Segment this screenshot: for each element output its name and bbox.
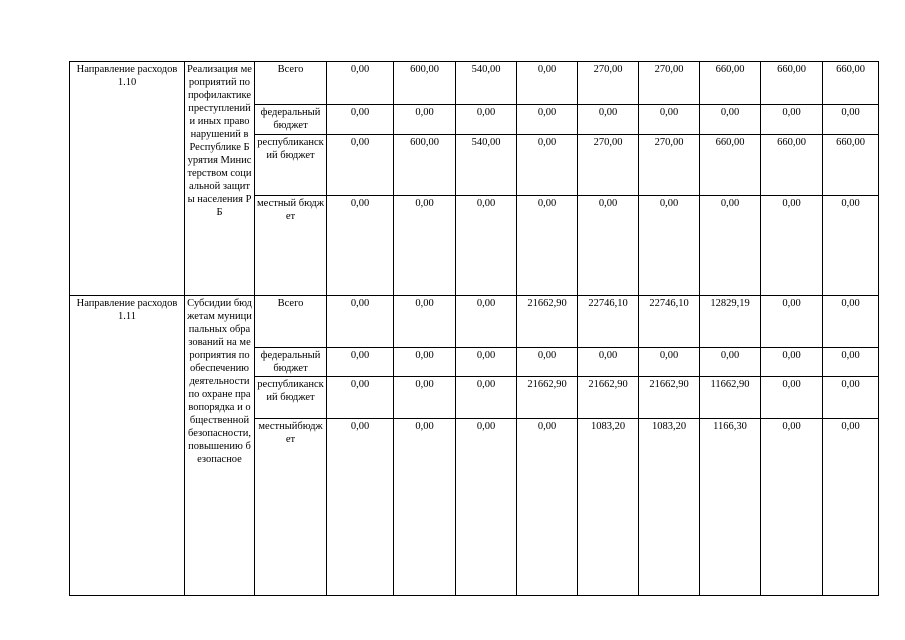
value-cell: 270,00 xyxy=(578,62,639,105)
description-cell: Субсидии бюджетам муниципальных образований на мероприятия по обеспечению деятельности по охране правопорядка и общественной безопасности, повышению безопасное xyxy=(185,296,255,596)
value-cell: 0,00 xyxy=(327,196,394,296)
value-cell: 0,00 xyxy=(578,105,639,135)
value-cell: 0,00 xyxy=(639,196,700,296)
value-cell: 600,00 xyxy=(394,135,456,196)
value-cell: 600,00 xyxy=(394,62,456,105)
value-cell: 660,00 xyxy=(700,62,761,105)
value-cell: 0,00 xyxy=(823,105,879,135)
value-cell: 0,00 xyxy=(823,196,879,296)
value-cell: 0,00 xyxy=(394,196,456,296)
value-cell: 0,00 xyxy=(327,296,394,348)
value-cell: 0,00 xyxy=(456,296,517,348)
value-cell: 0,00 xyxy=(394,348,456,377)
value-cell: 0,00 xyxy=(327,377,394,419)
value-cell: 0,00 xyxy=(761,419,823,596)
value-cell: 0,00 xyxy=(394,419,456,596)
value-cell: 540,00 xyxy=(456,135,517,196)
value-cell: 0,00 xyxy=(761,196,823,296)
value-cell: 270,00 xyxy=(639,135,700,196)
value-cell: 0,00 xyxy=(517,62,578,105)
value-cell: 21662,90 xyxy=(517,377,578,419)
value-cell: 0,00 xyxy=(578,348,639,377)
value-cell: 0,00 xyxy=(456,419,517,596)
value-cell: 0,00 xyxy=(394,377,456,419)
value-cell: 0,00 xyxy=(394,296,456,348)
value-cell: 1083,20 xyxy=(639,419,700,596)
category-cell: Всего xyxy=(255,296,327,348)
value-cell: 1083,20 xyxy=(578,419,639,596)
category-cell: республиканский бюджет xyxy=(255,135,327,196)
table-row xyxy=(70,62,879,105)
value-cell: 0,00 xyxy=(517,348,578,377)
value-cell: 0,00 xyxy=(700,348,761,377)
description-cell: Реализация мероприятий по профилактике преступлений и иных правонарушений в Республике Бурятия Министерством социальной защиты населения РБ xyxy=(185,62,255,296)
value-cell: 0,00 xyxy=(761,296,823,348)
value-cell: 0,00 xyxy=(823,348,879,377)
category-cell: местный бюджет xyxy=(255,196,327,296)
value-cell: 0,00 xyxy=(327,62,394,105)
value-cell: 0,00 xyxy=(327,348,394,377)
category-cell: федеральный бюджет xyxy=(255,348,327,377)
value-cell: 0,00 xyxy=(578,196,639,296)
value-cell: 0,00 xyxy=(456,348,517,377)
value-cell: 660,00 xyxy=(761,62,823,105)
value-cell: 0,00 xyxy=(761,348,823,377)
value-cell: 11662,90 xyxy=(700,377,761,419)
value-cell: 22746,10 xyxy=(578,296,639,348)
value-cell: 0,00 xyxy=(823,377,879,419)
value-cell: 0,00 xyxy=(823,296,879,348)
value-cell: 1166,30 xyxy=(700,419,761,596)
direction-cell: Направление расходов 1.10 xyxy=(70,62,185,296)
value-cell: 0,00 xyxy=(823,419,879,596)
value-cell: 21662,90 xyxy=(517,296,578,348)
value-cell: 0,00 xyxy=(700,196,761,296)
value-cell: 0,00 xyxy=(761,377,823,419)
value-cell: 540,00 xyxy=(456,62,517,105)
value-cell: 660,00 xyxy=(761,135,823,196)
value-cell: 0,00 xyxy=(639,348,700,377)
value-cell: 660,00 xyxy=(700,135,761,196)
value-cell: 0,00 xyxy=(327,419,394,596)
value-cell: 22746,10 xyxy=(639,296,700,348)
value-cell: 0,00 xyxy=(517,105,578,135)
value-cell: 0,00 xyxy=(456,196,517,296)
value-cell: 0,00 xyxy=(327,105,394,135)
value-cell: 0,00 xyxy=(394,105,456,135)
category-cell: местныйбюджет xyxy=(255,419,327,596)
category-cell: республиканский бюджет xyxy=(255,377,327,419)
category-cell: Всего xyxy=(255,62,327,105)
value-cell: 0,00 xyxy=(517,196,578,296)
value-cell: 0,00 xyxy=(456,105,517,135)
value-cell: 12829,19 xyxy=(700,296,761,348)
table-row xyxy=(70,296,879,348)
value-cell: 0,00 xyxy=(456,377,517,419)
value-cell: 0,00 xyxy=(639,105,700,135)
direction-cell: Направление расходов 1.11 xyxy=(70,296,185,596)
value-cell: 0,00 xyxy=(327,135,394,196)
value-cell: 21662,90 xyxy=(578,377,639,419)
budget-table xyxy=(69,61,879,596)
value-cell: 0,00 xyxy=(517,135,578,196)
value-cell: 21662,90 xyxy=(639,377,700,419)
value-cell: 270,00 xyxy=(639,62,700,105)
value-cell: 270,00 xyxy=(578,135,639,196)
value-cell: 660,00 xyxy=(823,135,879,196)
value-cell: 0,00 xyxy=(517,419,578,596)
value-cell: 0,00 xyxy=(761,105,823,135)
category-cell: федеральный бюджет xyxy=(255,105,327,135)
value-cell: 0,00 xyxy=(700,105,761,135)
value-cell: 660,00 xyxy=(823,62,879,105)
